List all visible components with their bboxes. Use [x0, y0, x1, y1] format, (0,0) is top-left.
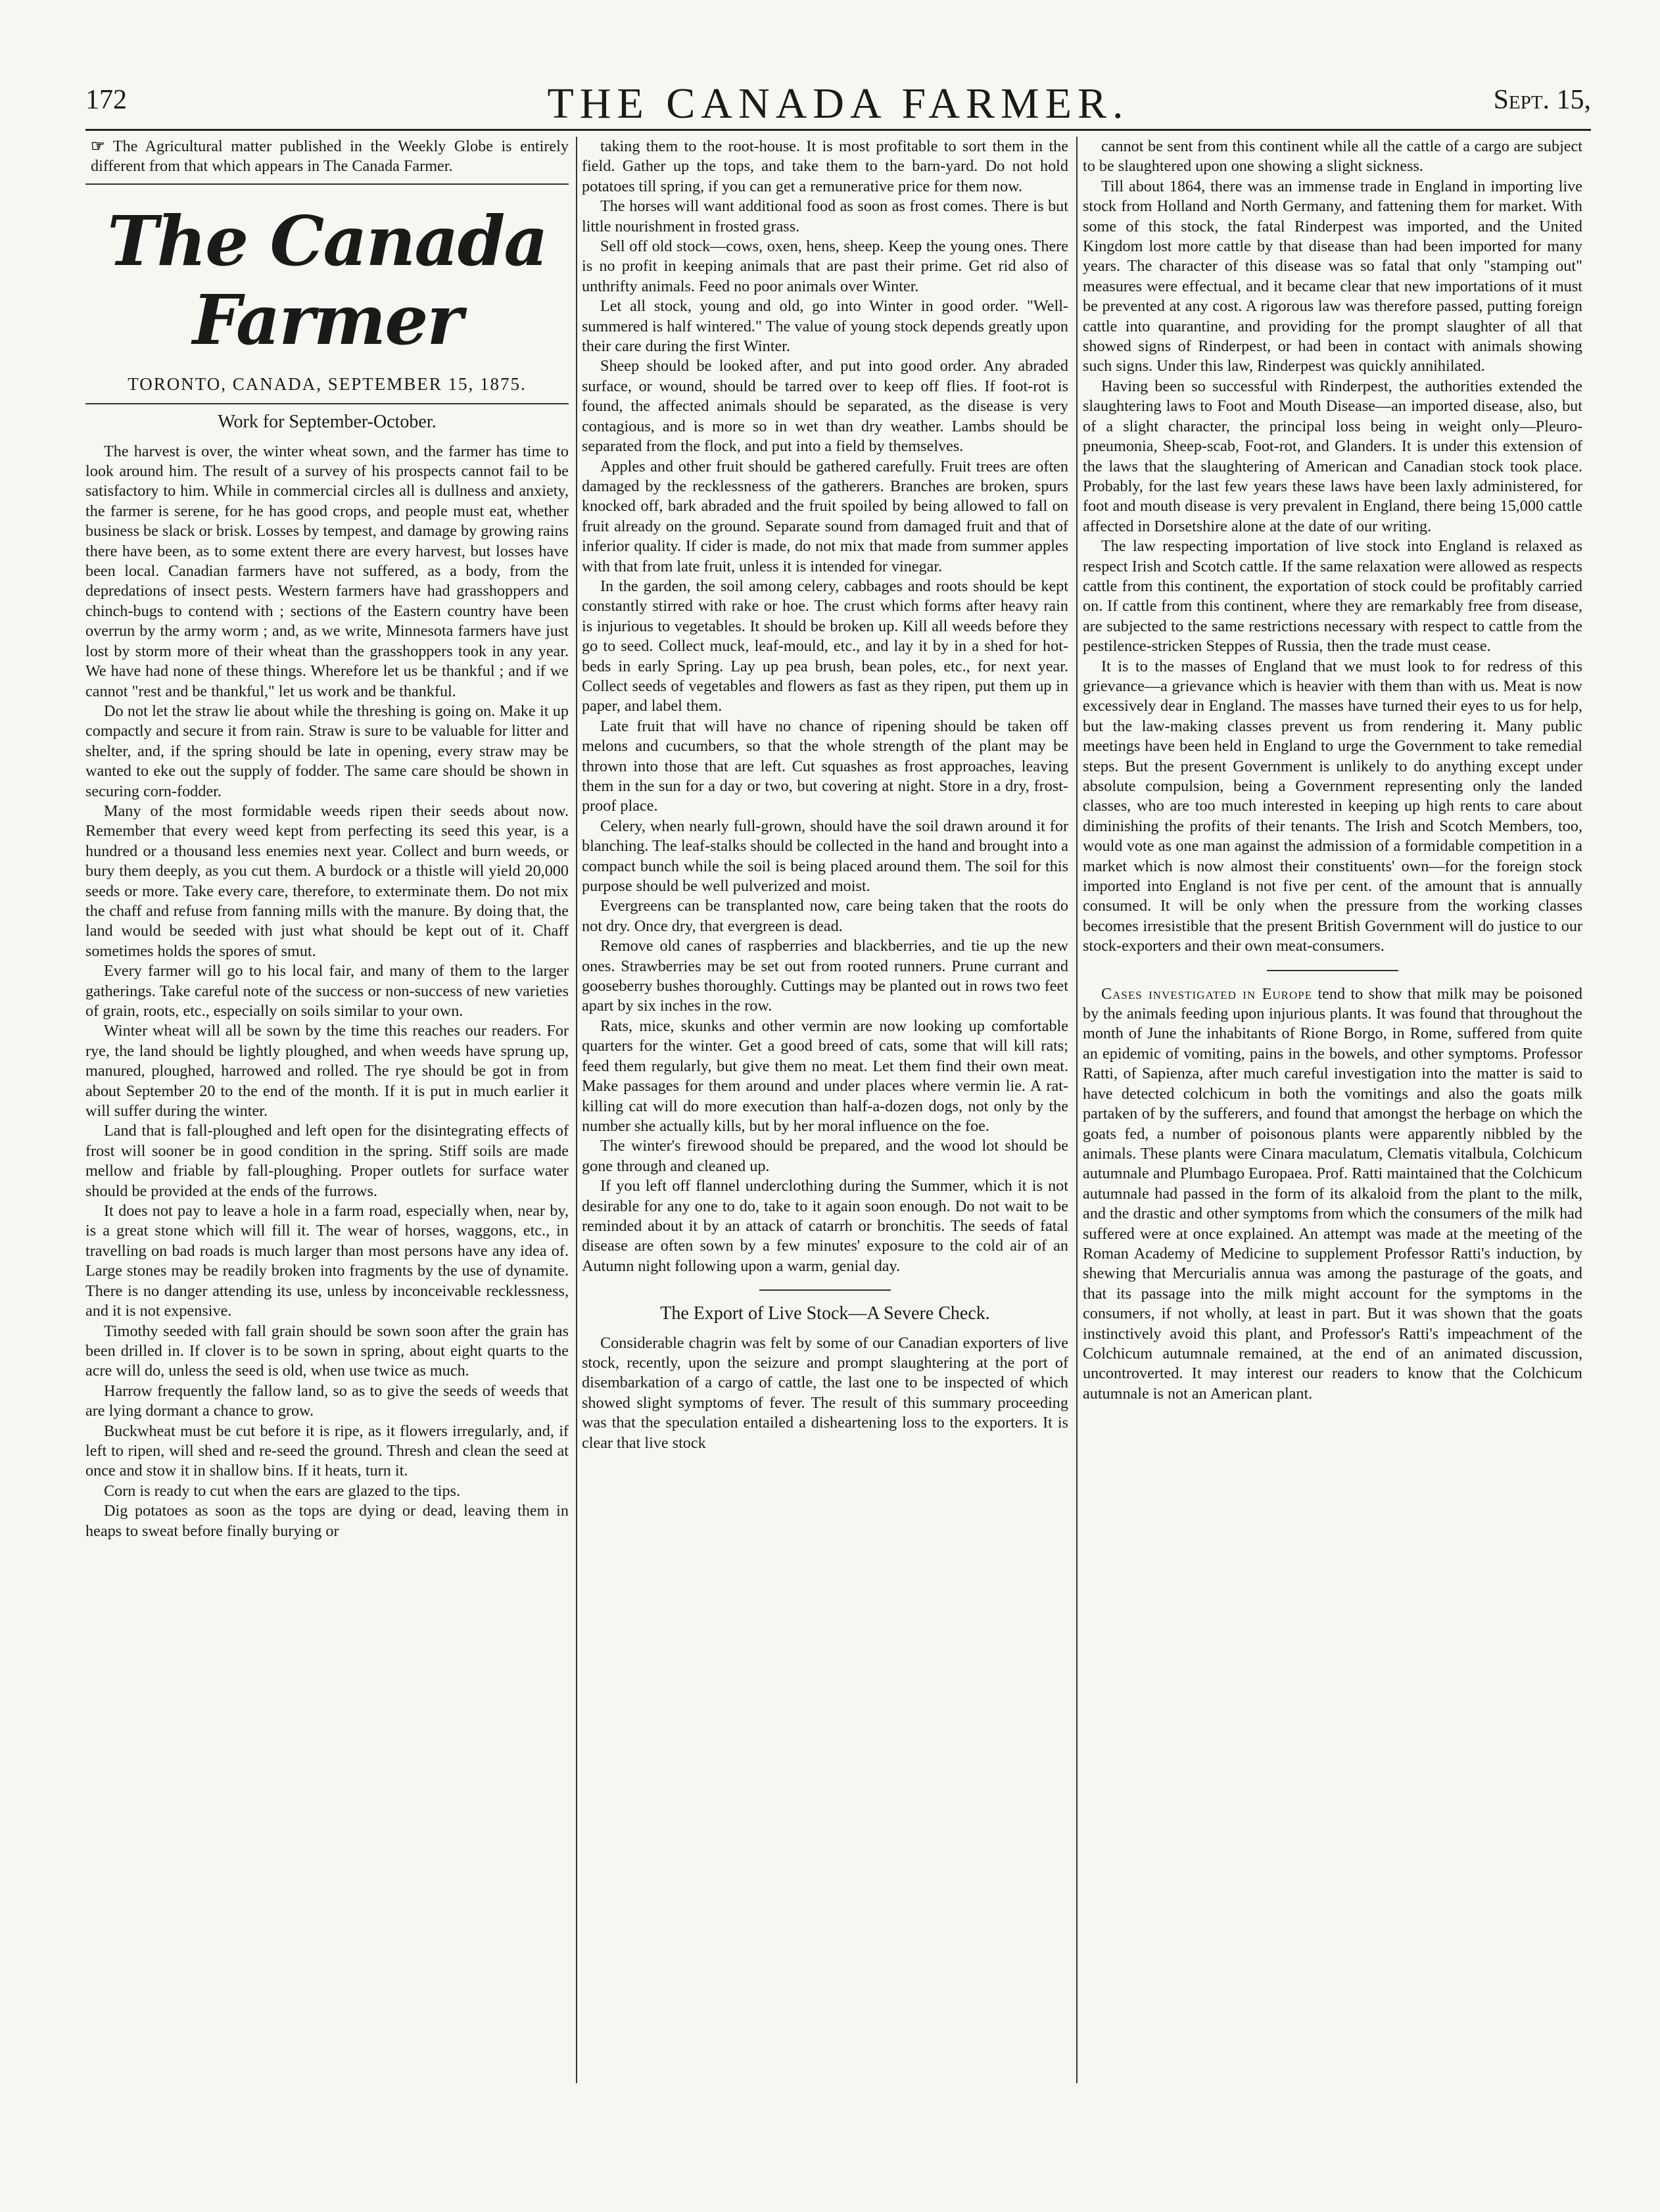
paragraph: Celery, when nearly full-grown, should have the soil drawn around it for blanching. The leaf-stalks should be collected in the hand and brought into a compact bunch while the soil is being placed around them. The soil for this purpose should be well pulverized and moist. [582, 817, 1068, 896]
masthead-title: THE CANADA FARMER. [547, 80, 1129, 128]
column-3 [1083, 137, 1582, 2083]
paragraph: Let all stock, young and old, go into Winter in good order. "Well-summered is half wintered." The value of young stock depends greatly upon their care during the first Winter. [582, 297, 1068, 356]
paragraph: Buckwheat must be cut before it is ripe, as it flowers irregularly, and, if left to ripen, will shed and re-seed the ground. Thresh and clean the seed at once and stow it in shallow bins. If it heats, turn it. [85, 1422, 569, 1480]
article-headline: The Export of Live Stock—A Severe Check. [660, 1303, 990, 1324]
paragraph: Till about 1864, there was an immense trade in England in importing live stock from Holland and North Germany, and fattening them for market. With some of this stock, the fatal Rinderpest was imported, and the United Kingdom lost more cattle by that disease than had been imported for many years. The character of this disease was so fatal that only "stamping out" measures were effectual, and it became clear that new importations of it must be prevented at any cost. A rigorous law was therefore passed, putting foreign cattle into quarantine, and providing for the prompt slaughter of all that showed signs of Rinderpest, or had been in contact with animals showing such signs. Under this law, Rinderpest was quickly annihilated. [1083, 177, 1582, 375]
article-headline: Work for September-October. [218, 412, 437, 433]
newspaper-logo: The Canada Farmer [107, 200, 547, 360]
column-2 [582, 137, 1068, 2083]
paragraph: Corn is ready to cut when the ears are glazed to the tips. [104, 1481, 461, 1500]
pointing-hand-icon: ☞ [91, 137, 105, 155]
lead-caps: Cases investigated in Europe [1101, 984, 1313, 1003]
paragraph: The law respecting importation of live stock into England is relaxed as respect Irish and Scotch cattle. If the same relaxation were allowed as respects cattle from this continent, the exportation of stock could be profitably carried on. If cattle from this continent, where they are remarkably free from disease, are subjected to the same restrictions necessary with respect to cattle from the pestilence-stricken Steppes of Russia, then the trade must cease. [1083, 537, 1582, 656]
paragraph: Sheep should be looked after, and put into good order. Any abraded surface, or wound, should be tarred over to keep off flies. If foot-rot is found, the affected animals should be separated, as the disease is very contagious, and is more so in wet than dry weather. Lambs should be separated from the flock, and put into a field by themselves. [582, 357, 1068, 456]
paragraph: cannot be sent from this continent while all the cattle of a cargo are subject to be slaughtered upon one showing a slight sickness. [1083, 137, 1582, 176]
paragraph: taking them to the root-house. It is most profitable to sort them in the field. Gather up the tops, and take them to the barn-yard. Do not hold potatoes till spring, if you can get a remunerative price for them now. [582, 137, 1068, 195]
dateline: TORONTO, CANADA, SEPTEMBER 15, 1875. [128, 373, 527, 394]
column-divider [576, 137, 577, 2083]
column-divider [1076, 137, 1078, 2083]
section-divider [1267, 970, 1398, 971]
paragraph: Dig potatoes as soon as the tops are dying or dead, leaving them in heaps to sweat before finally burying or [85, 1502, 569, 1540]
notice-text: The Agricultural matter published in the Weekly Globe is entirely different from that which appears in The Canada Farmer. [91, 137, 569, 176]
paragraph: Apples and other fruit should be gathered carefully. Fruit trees are often damaged by the recklessness of the gatherers. Branches are broken, spurs knocked off, bark abraded and the fruit spoiled by being allowed to fall on fruit already on the ground. Separate sound from damaged fruit and that of inferior quality. If cider is made, do not mix that made from summer apples with that from late fruit, unless it is intended for vinegar. [582, 457, 1068, 575]
header-rule [85, 129, 1591, 131]
section-divider [759, 1289, 891, 1291]
paragraph: The harvest is over, the winter wheat sown, and the farmer has time to look around him. The result of a survey of his prospects cannot fail to be satisfactory to him. While in commercial circles all is dullness and anxiety, the farmer is serene, for he has good crops, and people must eat, whether business be slack or brisk. Losses by tempest, and damage by growing rains there have been, as to some extent there are every harvest, but losses have been local. Canadian farmers have not suffered, as a body, from the depredations of insect pests. Western farmers have had grasshoppers and chinch-bugs to contend with ; sections of the Eastern country have been overrun by the army worm ; and, as we write, Minnesota farmers have just lost by storm more of their wheat than the grasshoppers took in any year. We have had none of these things. Wherefore let us be thankful ; and if we cannot "rest and be thankful," let us work and be thankful. [85, 442, 569, 700]
paragraph: The winter's firewood should be prepared, and the wood lot should be gone through and cleaned up. [582, 1137, 1068, 1175]
paragraph: If you left off flannel underclothing during the Summer, which it is not desirable for any one to do, take to it again soon enough. Do not wait to be reminded about it by an attack of catarrh or bronchitis. The seeds of fatal disease are often sown by a few minutes' exposure to the cold air of an Autumn night following upon a warm, genial day. [582, 1177, 1068, 1275]
paragraph: Remove old canes of raspberries and blackberries, and tie up the new ones. Strawberries may be set out from rooted runners. Prune currant and gooseberry bushes thoroughly. Cuttings may be planted out in rows two feet apart by six inches in the row. [582, 937, 1068, 1015]
paragraph: Winter wheat will all be sown by the time this reaches our readers. For rye, the land should be lightly ploughed, and when weeds have sprung up, manured, ploughed, harrowed and rolled. The rye should be got in from about September 20 to the end of the month. If it is put in much earlier it will suffer during the winter. [85, 1022, 569, 1120]
paragraph: Timothy seeded with fall grain should be sown soon after the grain has been drilled in. If clover is to be sown in spring, about eight quarts to the acre will do, unless the seed is old, when use twice as much. [85, 1322, 569, 1380]
paragraph: Having been so successful with Rinderpest, the authorities extended the slaughtering laws to Foot and Mouth Disease—an imported disease, also, but of a slight character, the principal loss being in weight only—Pleuro-pneumonia, Sheep-scab, Foot-rot, and Glanders. It is under this extension of the laws that the slaughtering of American and Canadian stock took place. Probably, for the last few years these laws have been laxly administered, for foot and mouth disease is very prevalent in England, there being 15,000 cattle affected in Dorsetshire alone at the date of our writing. [1083, 377, 1582, 535]
page-number: 172 [85, 85, 127, 115]
paragraph: The horses will want additional food as soon as frost comes. There is but little nourishment in frosted grass. [582, 197, 1068, 235]
issue-date: Sept. 15, [1493, 85, 1591, 115]
notice [85, 137, 569, 177]
paragraph: It is to the masses of England that we must look to for redress of this grievance—a grievance which is heavier with them than with us. Meat is now excessively dear in England. The masses have turned their eyes to us for help, but the law-making classes prevent us from rendering it. Many public meetings have been held in England to urge the Government to take remedial steps. But the present Government is unlikely to do anything except under absolute compulsion, being a Government representing only the landed classes, who are too much interested in keeping up high rents to care about diminishing the profits of their tenants. The Irish and Scotch Members, too, would vote as one man against the admission of a formidable competition in a market which is now almost their constituents' own—for the foreign stock imported into England is not five per cent. of the amount that is annually consumed. It will be only when the pressure from the working classes becomes irresistible that the present British Government will do justice to our stock-exporters and their own meat-consumers. [1083, 657, 1582, 955]
paragraph: Every farmer will go to his local fair, and many of them to the larger gatherings. Take careful note of the success or non-success of new varieties of grain, roots, etc., especially on soils similar to your own. [85, 962, 569, 1020]
paragraph: Harrow frequently the fallow land, so as to give the seeds of weeds that are lying dormant a chance to grow. [85, 1382, 569, 1420]
paragraph: Land that is fall-ploughed and left open for the disintegrating effects of frost will sooner be in good condition in the spring. Stiff soils are made mellow and friable by fall-ploughing. Proper outlets for surface water should be provided at the ends of the furrows. [85, 1122, 569, 1200]
paragraph-text: tend to show that milk may be poisoned by the animals feeding upon injurious plants. It was found that throughout the month of June the inhabitants of Rione Borgo, in Rome, suffered from quite an epidemic of vomiting, pains in the bowels, and other symptoms. Professor Ratti, of Sapienza, after much careful investigation into the matter is said to have detected colchicum in both the vomitings and also the goats milk partaken of by the sufferers, and found that amongst the herbage on which the goats fed, a number of poisonous plants were apparently nibbled by the animals. These plants were Cinara maculatum, Clematis vitalbula, Colchicum autumnale and Plumbago Europaea. Prof. Ratti maintained that the Colchicum autumnale had passed in the form of its alkaloid from the plant to the milk, and the drastic and other symptoms from which the consumers of the milk had suffered were at once explained. An attempt was made at the meeting of the Roman Academy of Medicine to supplement Professor Ratti's induction, by shewing that Mercurialis annua was among the pasturage of the goats, and that its passage into the milk might account for the symptoms in the consumers, if not wholly, at least in part. But it was shown that the goats instinctively avoid this plant, and Professor's Ratti's impeachment of the Colchicum autumnale remained, at the end of an animated discussion, uncontroverted. It may interest our readers to know that the Colchicum autumnale is not an American plant. [1083, 984, 1582, 1403]
paragraph: Do not let the straw lie about while the threshing is going on. Make it up compactly and secure it from rain. Straw is sure to be valuable for litter and shelter, and, if the spring should be late in opening, every straw may be wanted to eke out the supply of fodder. The same care should be shown in securing corn-fodder. [85, 702, 569, 800]
paragraph: Sell off old stock—cows, oxen, hens, sheep. Keep the young ones. There is no profit in keeping animals that are past their prime. Get rid also of unthrifty animals. Feed no poor animals over Winter. [582, 237, 1068, 295]
divider [85, 403, 569, 404]
paragraph [1083, 984, 1582, 1405]
paragraph: Late fruit that will have no chance of ripening should be taken off melons and cucumbers, so that the whole strength of the plant may be thrown into those that are left. Cut squashes as frost approaches, leaving them in the sun for a day or two, but covering at night. Store in a dry, frost-proof place. [582, 717, 1068, 815]
page-header [85, 79, 1591, 128]
paragraph: Many of the most formidable weeds ripen their seeds about now. Remember that every weed kept from perfecting its seed this year, is a hundred or a thousand less enemies next year. Collect and burn weeds, or bury them deeply, as you cut them. A burdock or a thistle will yield 20,000 seeds or more. Take every care, therefore, to exterminate them. Do not mix the chaff and refuse from fanning mills with the manure. By doing that, the land would be seeded with just what should be kept out of it. Chaff sometimes holds the spores of smut. [85, 802, 569, 960]
divider [85, 183, 569, 185]
paragraph: Considerable chagrin was felt by some of our Canadian exporters of live stock, recently, upon the seizure and prompt slaughtering at the port of disembarkation of a cargo of cattle, the last one to be inspected of which showed slight symptoms of fever. The result of this summary proceeding was that the speculation entailed a disheartening loss to the exporters. It is clear that live stock [582, 1334, 1068, 1452]
paragraph: Evergreens can be transplanted now, care being taken that the roots do not dry. Once dry, that evergreen is dead. [582, 897, 1068, 935]
paragraph: Rats, mice, skunks and other vermin are now looking up comfortable quarters for the winter. Get a good breed of cats, some that will kill rats; feed them regularly, but give them no meat. Let them find their own meat. Make passages for them around and under places where vermin lie. A rat-killing cat will do more execution than half-a-dozen dogs, not only by the number she actually kills, but by her moral influence on the foe. [582, 1017, 1068, 1135]
column-1 [85, 137, 569, 2083]
paragraph: In the garden, the soil among celery, cabbages and roots should be kept constantly stirred with rake or hoe. The crust which forms after heavy rain is injurious to vegetables. It should be broken up. Kill all weeds before they go to seed. Collect muck, leaf-mould, etc., and lay it by in a shed for hot-beds in early Spring. Lay up pea brush, bean poles, etc., for next year. Collect seeds of vegetables and flowers as fast as they ripen, put them up in paper, and label them. [582, 577, 1068, 715]
paragraph: It does not pay to leave a hole in a farm road, especially when, near by, is a great stone which will fill it. The wear of horses, waggons, etc., in travelling on bad roads is much larger than most persons have any idea of. Large stones may be readily broken into fragments by the use of dynamite. There is no danger attending its use, unless by inconceivable recklessness, and it is not expensive. [85, 1202, 569, 1320]
